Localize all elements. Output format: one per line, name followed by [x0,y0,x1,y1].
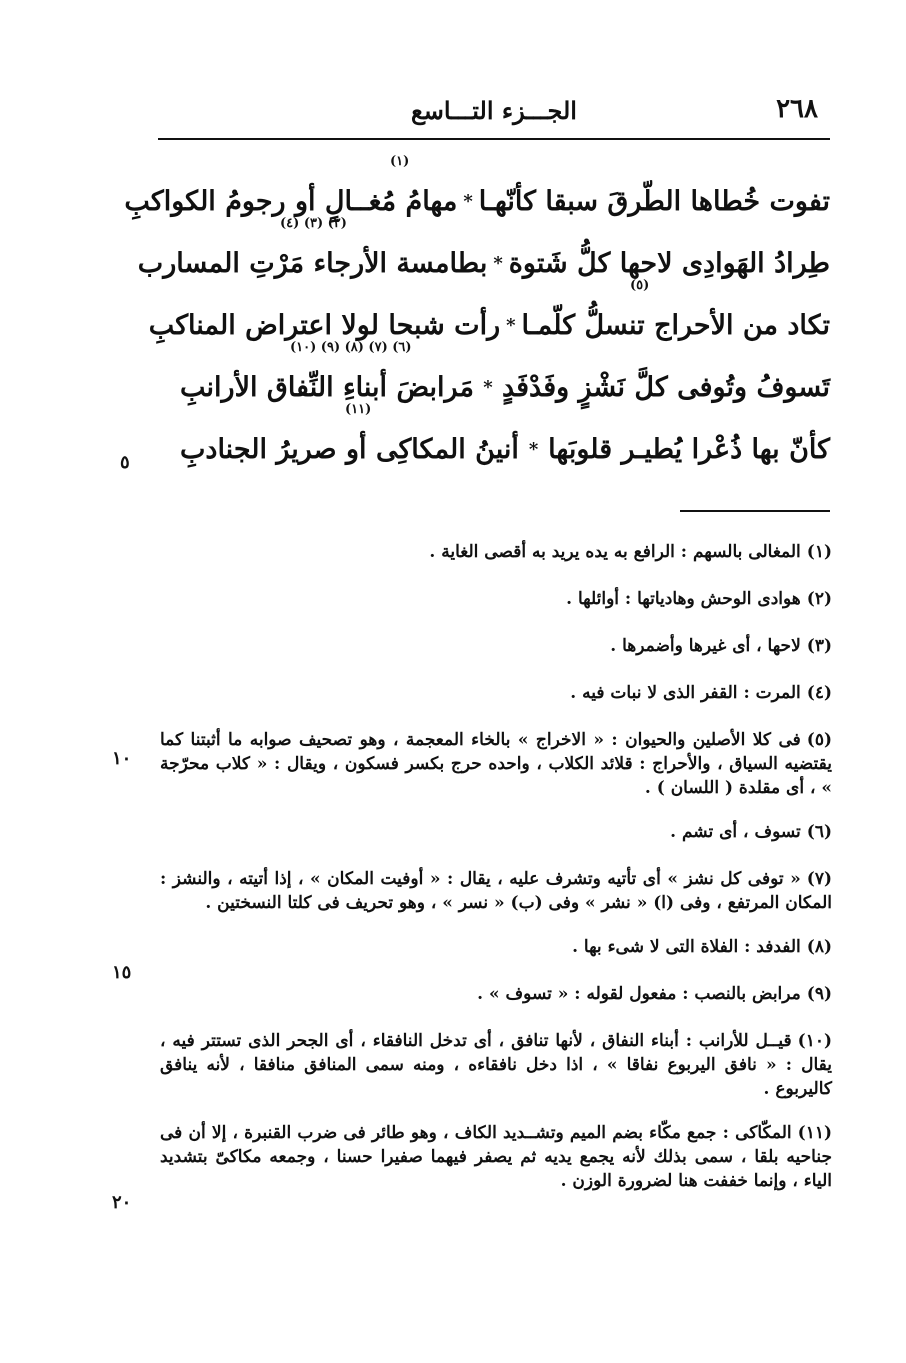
verse-5-second-hemistich: أنينُ المكاكِى أو صريرُ الجنادبِ [180,433,519,465]
verse-3-markers: (٥) [630,278,650,293]
footnote-3: (٣)لاحها ، أى غيرها وأضمرها . [610,636,832,656]
verse-1 [124,154,830,232]
verse-2-markers: (٢) (٣) (٤) [280,216,347,231]
verse-1-first-hemistich: تفوت خُطاها الطّرقَ سبقا كأنّهـا [478,185,830,217]
verse-3 [148,278,830,356]
footnote-9: (٩)مرابض بالنصب : مفعول لقوله : « تسوف » . [477,984,832,1004]
verse-3-first-hemistich: تكاد من الأحراج تنسلُّ كلّمـا [521,309,830,341]
verse-2-first-hemistich: طِرادُ الهَوادِى لاحها كلُّ شَتوة [508,247,830,279]
footnote-11: (١١)المكّاكى : جمع مكّاء بضم الميم وتشــديد الكاف ، وهو طائر فى ضرب القنبرة ، إلا أن فى جناحيه بلقا ، سمى بذلك لأنه يجمع يديه ثم يصفر فيهما صفيرا حسنا ، وجمعه مكاكىّ بتشديد الياء ، وإنما خففت هنا لضرورة الوزن . [160,1123,832,1191]
verse-2-second-hemistich: بطامسة الأرجاء مَرْتِ المسارب [137,247,488,279]
page-number: ٢٦٨ [776,94,818,124]
poem [124,154,830,480]
verse-separator: * [506,314,516,336]
footnote-10: (١٠)قيــل للأرانب : أبناء النفاق ، لأنها تنافق ، أى تدخل النافقاء ، أى الجحر الذى تستتر فيه ، يقال : « نافق اليربوع نفاقا » ، اذا دخل نافقاءه ، ومنه سمى المنافق منافقا ، لأنه ينافق كاليربوع . [160,1031,832,1099]
footnote-6: (٦)تسوف ، أى تشم . [670,822,832,842]
margin-line-number: ٢٠ [112,1192,132,1213]
footnotes [160,540,832,1213]
verse-5 [180,402,830,480]
verse-separator: * [463,190,473,212]
footnote-7: (٧)« توفى كل نشز » أى تأتيه وتشرف عليه ، يقال : « أوفيت المكان » ، إذا أتيته ، والنشز : المكان المرتفع ، وفى (ا) « نشر » وفى (ب) « نسر » ، وهو تحريف فى كلتا النسختين . [160,869,832,913]
verse-4-second-hemistich: مَرابضَ أبناءِ النِّفاق الأرانبِ [180,371,474,403]
verse-4 [180,340,830,418]
margin-line-number: ١٠ [112,748,132,769]
verse-1-second-hemistich: مهامُ مُغــالٍ أو رجومُ الكواكبِ [124,185,458,217]
verse-separator: * [493,252,503,274]
margin-line-number: ٥ [120,452,130,473]
verse-1-markers: (١) [390,154,410,169]
verse-separator: * [483,376,493,398]
verse-4-markers: (٦) (٧) (٨) (٩) (١٠) [290,340,412,355]
verse-3-second-hemistich: رأت شبحا لولا اعتراض المناكبِ [148,309,501,341]
verse-separator: * [528,438,539,460]
footnote-4: (٤)المرت : القفر الذى لا نبات فيه . [570,683,832,703]
footnote-8: (٨)الفدفد : الفلاة التى لا شىء بها . [572,937,832,957]
footnote-divider [680,510,830,512]
footnote-5: (٥)فى كلا الأصلين والحيوان : « الاخراج » بالخاء المعجمة ، وهو تصحيف صوابه ما أثبتنا كما يقتضيه السياق ، والأحراج : قلائد الكلاب ، واحده حرج بكسر فسكون ، ويقال : « كلاب محرّجة » ، أى مقلدة ( اللسان ) . [160,730,832,798]
footnote-2: (٢)هوادى الوحش وهادياتها : أوائلها . [566,589,832,609]
verse-5-markers: (١١) [345,402,372,417]
running-head: الجـــزء التـــاسع [411,96,577,125]
verse-2 [137,216,830,294]
margin-line-number: ١٥ [112,962,132,983]
verse-5-first-hemistich: كأنّ بها ذُعْرا يُطيـر قلوبَها [548,433,830,465]
footnote-1: (١)المغالى بالسهم : الرافع به يده يريد به أقصى الغاية . [429,542,832,562]
verse-4-first-hemistich: تَسوفُ وتُوفى كلَّ نَشْزٍ وفَدْفَدٍ [501,371,830,403]
page-header [158,88,830,140]
